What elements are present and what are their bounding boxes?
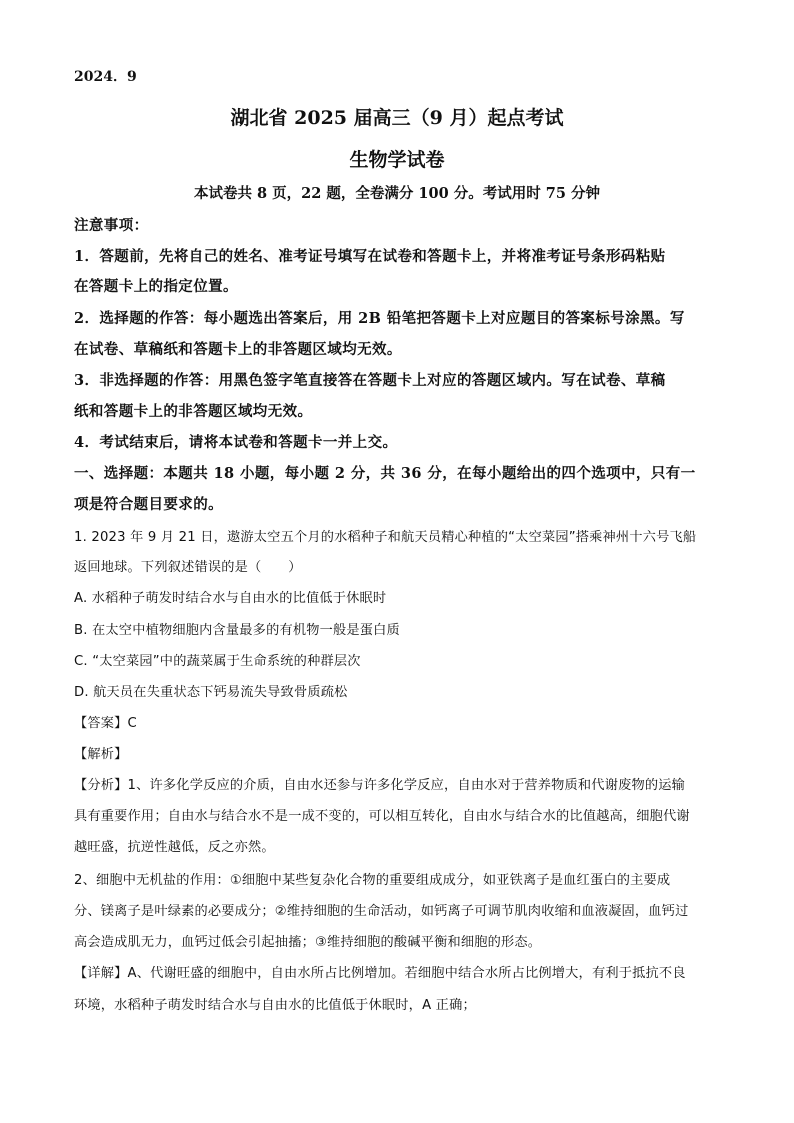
notes-line: 纸和答题卡上的非答题区域均无效。: [74, 403, 313, 420]
notes-heading: 注意事项：: [74, 217, 149, 234]
exam-info: 本试卷共 8 页，22 题，全卷满分 100 分。考试用时 75 分钟: [193, 185, 601, 202]
answer-line: 【答案】C: [74, 716, 137, 731]
section-heading-line: 项是符合题目要求的。: [74, 496, 223, 513]
analysis-line: 越旺盛，抗逆性越低，反之亦然。: [74, 840, 275, 855]
exam-date: 2024．9: [74, 69, 137, 85]
notes-line: 2．选择题的作答：每小题选出答案后，用 2B 铅笔把答题卡上对应题目的答案标号涂黑。写: [74, 310, 685, 327]
analysis-line: 【分析】1、许多化学反应的介质，自由水还参与许多化学反应，自由水对于营养物质和代谢废物的运输: [74, 778, 686, 793]
notes-line: 在答题卡上的指定位置。: [74, 278, 238, 295]
analysis-line: 分、镁离子是叶绿素的必要成分；②维持细胞的生命活动，如钙离子可调节肌肉收缩和血液凝固，血钙过: [74, 904, 689, 919]
analysis-heading: 【解析】: [74, 747, 128, 762]
analysis-line: 具有重要作用；自由水与结合水不是一成不变的，可以相互转化，自由水与结合水的比值越高，细胞代谢: [74, 809, 690, 824]
option-a: A. 水稻种子萌发时结合水与自由水的比值低于休眠时: [74, 591, 387, 606]
analysis-line: 【详解】A、代谢旺盛的细胞中，自由水所占比例增加。若细胞中结合水所占比例增大，有利于抵抗不良: [74, 966, 686, 981]
question-stem-line: 1. 2023 年 9 月 21 日，遨游太空五个月的水稻种子和航天员精心种植的“太空菜园”搭乘神州十六号飞船: [74, 530, 697, 545]
notes-line: 4．考试结束后，请将本试卷和答题卡一并上交。: [74, 434, 398, 451]
notes-line: 在试卷、草稿纸和答题卡上的非答题区域均无效。: [74, 341, 402, 358]
subject-title: 生物学试卷: [349, 149, 445, 171]
notes-line: 3．非选择题的作答：用黑色签字笔直接答在答题卡上对应的答题区域内。写在试卷、草稿: [74, 372, 666, 389]
option-d: D. 航天员在失重状态下钙易流失导致骨质疏松: [74, 685, 348, 700]
analysis-line: 2、细胞中无机盐的作用：①细胞中某些复杂化合物的重要组成成分，如亚铁离子是血红蛋白的主要成: [74, 873, 671, 888]
notes-line: 1．答题前，先将自己的姓名、准考证号填写在试卷和答题卡上，并将准考证号条形码粘贴: [74, 248, 666, 265]
question-stem-line: 返回地球。下列叙述错误的是（ ）: [74, 560, 302, 575]
option-b: B. 在太空中植物细胞内含量最多的有机物一般是蛋白质: [74, 623, 400, 638]
exam-title: 湖北省 2025 届高三（9 月）起点考试: [230, 107, 564, 129]
option-c: C. “太空菜园”中的蔬菜属于生命系统的种群层次: [74, 654, 361, 669]
analysis-line: 环境，水稻种子萌发时结合水与自由水的比值低于休眠时，A 正确；: [74, 998, 476, 1013]
section-heading-line: 一、选择题：本题共 18 小题，每小题 2 分，共 36 分，在每小题给出的四个选项中，只有一: [74, 465, 696, 482]
analysis-line: 高会造成肌无力，血钙过低会引起抽搐；③维持细胞的酸碱平衡和细胞的形态。: [74, 935, 542, 950]
